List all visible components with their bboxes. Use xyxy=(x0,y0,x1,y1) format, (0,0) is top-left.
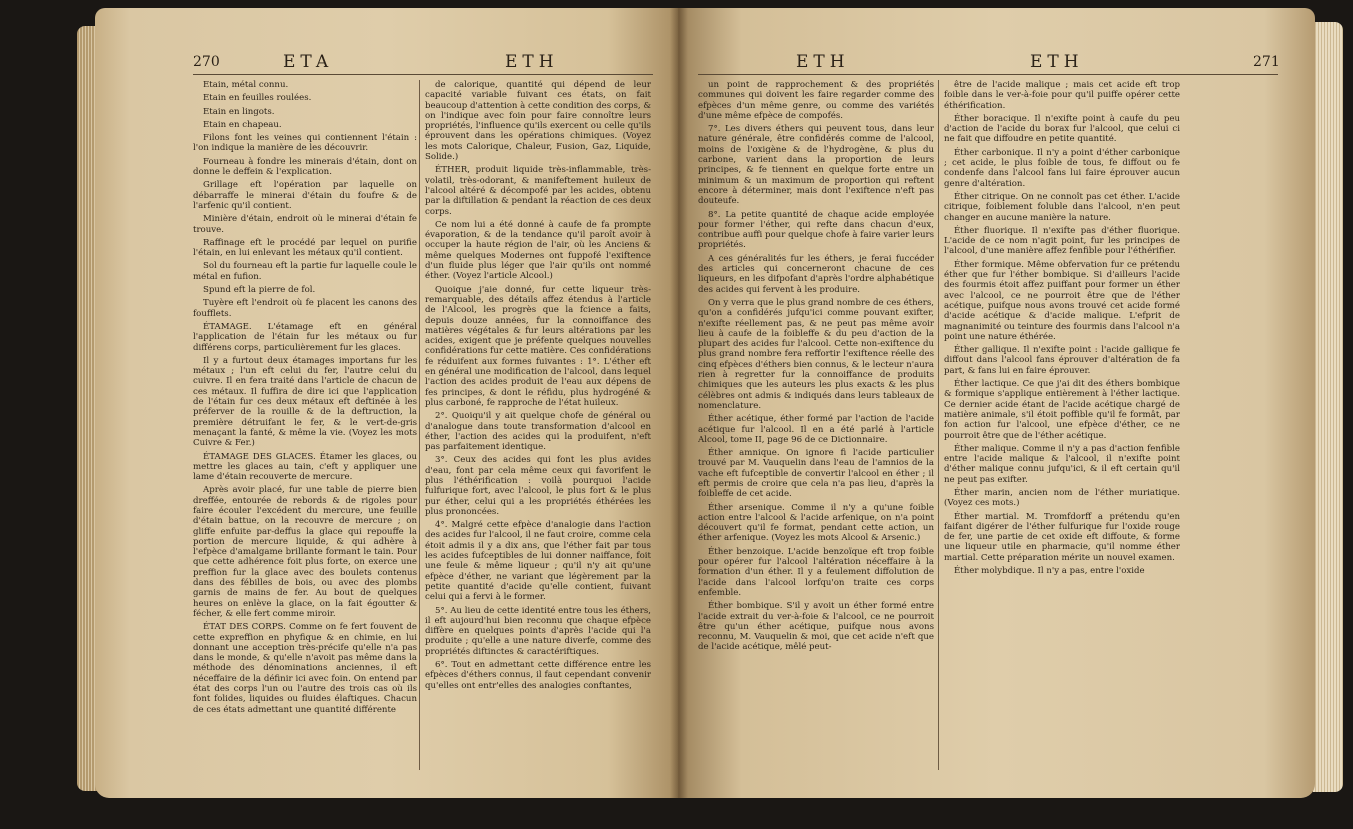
paragraph: Éther gallique. Il n'exifte point : l'acide gallique fe diffout dans l'alcool fans éprouver d'altération de fa part, & fans lui en faire éprouver. xyxy=(944,345,1180,376)
left-page xyxy=(95,8,678,798)
paragraph: Éther lactique. Ce que j'ai dit des éthers bombique & formique s'applique entièrement à l'éther lactique. Ce dernier acide étant de l'acide acétique chargé de matière animale, s'il étoit poffible qu'il fe formât, par fon action fur l'alcool, une efpèce d'éther, ce ne pourroit être que de l'éther acétique. xyxy=(944,379,1180,441)
paragraph: Sol du fourneau eft la partie fur laquelle coule le métal en fufion. xyxy=(193,261,417,282)
left-column-1 xyxy=(193,80,417,780)
paragraph: A ces généralités fur les éthers, je ferai fuccéder des articles qui concerneront chacune de ces liqueurs, en les difpofant d'après l'ordre alphabétique des acides qui fervent à les produire. xyxy=(698,253,934,295)
left-column-2 xyxy=(425,80,651,780)
paragraph: Etain en feuilles roulées. xyxy=(203,93,312,104)
paragraph: Ce nom lui a été donné à caufe de fa prompte évaporation, & de la tendance qu'il paroît avoir à occuper la haute région de l'air, où les Anciens & même quelques Modernes ont fuppofé l'exiftence d'un fluide plus léger que l'air qu'ils ont nommé éther. (Voyez l'article Alcool.) xyxy=(425,219,651,282)
paragraph: 5°. Au lieu de cette identité entre tous les éthers, il eft aujourd'hui bien reconnu que chaque efpèce diffère en quelques points d'après l'acide qui l'a produite ; qu'elle a une nature diverfe, comme des propriétés diftinctes & caractériftiques. xyxy=(425,605,651,657)
paragraph: ÉTAMAGE DES GLACES. Étamer les glaces, ou mettre les glaces au tain, c'eft y appliquer une lame d'étain recouverte de mercure. xyxy=(193,451,417,483)
paragraph: Éther bombique. S'il y avoit un éther formé entre l'acide extrait du ver-à-foie & l'alcool, ce ne pourroit être qu'un éther acétique, puifque nous avons reconnu, M. Vauquelin & moi, que cet acide n'eft que de l'acide acétique, mêlé peut- xyxy=(698,601,934,653)
paragraph: Éther carbonique. Il n'y a point d'éther carbonique ; cet acide, le plus foible de tous, fe diffout ou fe condenfe dans l'alcool fans lui faire éprouver aucun genre d'altération. xyxy=(944,147,1180,189)
page-edges-left xyxy=(77,26,97,791)
paragraph: 8°. La petite quantité de chaque acide employée pour former l'éther, qui refte dans chacun d'eux, contribue auffi pour quelque chofe à faire varier leurs propriétés. xyxy=(698,209,934,251)
paragraph: 7°. Les divers éthers qui peuvent tous, dans leur nature générale, être confidérés comme de l'alcool, moins de l'oxigène & de l'hydrogène, & plus du carbone, varient dans la proportion de leurs principes, & fe tiennent en quelque forte entre un minimum & un maximum de proportion qui reftent encore à déterminer, mais dont l'exiftence n'eft pas douteufe. xyxy=(698,124,934,207)
right-page xyxy=(678,8,1315,798)
paragraph: Spund eft la pierre de fol. xyxy=(203,285,316,296)
paragraph: Éther formique. Même obfervation fur ce prétendu éther que fur l'éther bombique. Si d'ailleurs l'acide des fourmis étoit affez puiffant pour former un éther avec l'alcool, ce ne pourroit être que de l'éther acétique, puifque nous avons trouvé cet acide formé d'acide acétique & d'acide malique. L'efprit de magnanimité ou teinture des fourmis dans l'alcool n'a point une nature éthérée. xyxy=(944,259,1180,342)
paragraph: Éther amnique. On ignore fi l'acide particulier trouvé par M. Vauquelin dans l'eau de l'amnios de la vache eft fufceptible de convertir l'alcool en éther ; il eft permis de croire que cela n'a pas lieu, d'après la foibleffe de cet acide. xyxy=(698,448,934,500)
paragraph: ÉTAT DES CORPS. Comme on fe fert fouvent de cette expreffion en phyfique & en chimie, en lui donnant une acception très-précife qu'elle n'a pas dans le monde, & qu'elle n'avoit pas même dans la méthode des dénominations anciennes, il eft néceffaire de la définir ici avec foin. On entend par état des corps l'un ou l'autre des trois cas où ils font folides, liquides ou fluides élaftiques. Chacun de ces états admettant une quantité différente xyxy=(193,622,417,715)
right-column-2 xyxy=(944,80,1180,780)
left-header-right: ETH xyxy=(505,52,559,72)
paragraph: Fourneau à fondre les minerais d'étain, dont on donne le deffein & l'explication. xyxy=(193,156,417,178)
paragraph: 4°. Malgré cette efpèce d'analogie dans l'action des acides fur l'alcool, il ne faut croire, comme cela étoit admis il y a dix ans, que l'éther fait par tous les acides fufceptibles de lui donner naiffance, foit une feule & même liqueur ; qu'il n'y ait qu'une efpèce d'éther, ne variant que légèrement par la petite quantité d'acide qu'elle contient, fuivant celui qui a fervi à le former. xyxy=(425,520,651,603)
right-page-number: 271 xyxy=(1253,54,1280,70)
paragraph: Minière d'étain, endroit où le minerai d'étain fe trouve. xyxy=(193,214,417,235)
paragraph: Etain, métal connu. xyxy=(203,80,289,90)
paragraph: 2°. Quoiqu'il y ait quelque chofe de général ou d'analogue dans toute transformation d'alcool en éther, l'action des acides qui la produifent, n'eft pas parfaitement identique. xyxy=(425,411,651,453)
paragraph: Éther boracique. Il n'exifte point à caufe du peu d'action de l'acide du borax fur l'alcool, que celui ci ne fait que diffoudre en petite quantité. xyxy=(944,113,1180,145)
right-header-right: ETH xyxy=(1030,52,1084,72)
left-column-divider xyxy=(419,80,420,770)
paragraph: Filons font les veines qui contiennent l'étain : l'on indique la manière de les découvrir. xyxy=(193,133,417,154)
paragraph: Etain en chapeau. xyxy=(203,119,282,130)
page-edges-right xyxy=(1313,22,1343,792)
paragraph: Il y a furtout deux étamages importans fur les métaux ; l'un eft celui du fer, l'autre celui du cuivre. Il en fera traité dans l'article de chacun de ces métaux. Il fuffira de dire ici que l'application de l'étain fur ces deux métaux eft deftinée à les préferver de la rouille & de la deftruction, la première détruifant le fer, & le vert-de-gris menaçant la fanté, & même la vie. (Voyez les mots Cuivre & Fer.) xyxy=(193,355,417,449)
paragraph: Après avoir placé, fur une table de pierre bien dreffée, entourée de rebords & de rigoles pour faire écouler l'excédent du mercure, une feuille d'étain battue, on la recouvre de mercure ; on gliffe enfuite par-deffus la glace qui repouffe la portion de mercure liquide, & qui adhère à l'efpèce d'amalgame brillante formant le tain. Pour que cette adhérence foit plus forte, on exerce une preffion fur la glace avec des boulets contenus dans des fébilles de bois, ou avec des plombs garnis de mains de fer. Au bout de quelques heures on enlève la glace, on la fait égoutter & fécher, & elle fert comme miroir. xyxy=(193,485,417,619)
paragraph: être de l'acide malique ; mais cet acide eft trop foible dans le ver-à-foie pour qu'il puiffe opérer cette éthérification. xyxy=(944,80,1180,111)
paragraph: Grillage eft l'opération par laquelle on débarraffe le minerai d'étain du foufre & de l'arfenic qu'il contient. xyxy=(193,180,417,211)
paragraph: Éther martial. M. Tromfdorff a prétendu qu'en faifant digérer de l'éther fulfurique fur l'oxide rouge de fer, une partie de cet oxide eft diffoute, & forme une liqueur utile en pharmacie, qu'il nomme éther martial. Cette préparation mérite un nouvel examen. xyxy=(944,511,1180,563)
paragraph: On y verra que le plus grand nombre de ces éthers, qu'on a confidérés jufqu'ici comme pouvant exifter, n'exifte réellement pas, & ne peut pas même avoir lieu à caufe de la foibleffe & du peu d'action de la plupart des acides fur l'alcool. Cette non-exiftence du plus grand nombre fera reffortir l'exiftence réelle des cinq efpèces d'éthers bien connus, & le lecteur n'aura rien à regretter fur la connoiffance de produits chimiques que les auteurs les plus exacts & les plus célèbres ont admis & indiqués dans leurs tableaux de nomenclature. xyxy=(698,297,934,411)
open-book xyxy=(95,8,1315,798)
right-column-1 xyxy=(698,80,934,780)
book-gutter xyxy=(670,8,688,798)
right-header-left: ETH xyxy=(796,52,850,72)
paragraph: Éther fluorique. Il n'exifte pas d'éther fluorique. L'acide de ce nom n'agit point, fur les principes de l'alcool, d'une manière affez fenfible pour l'éthérifier. xyxy=(944,225,1180,257)
paragraph: de calorique, quantité qui dépend de leur capacité variable fuivant ces états, on fait beaucoup d'attention à cette condition des corps, & on l'indique avec foin pour faire connoître leurs propriétés, l'influence qu'ils exercent ou celle qu'ils éprouvent dans les opérations chimiques. (Voyez les mots Calorique, Chaleur, Fusion, Gaz, Liquide, Solide.) xyxy=(425,80,651,163)
paragraph: Quoique j'aie donné, fur cette liqueur très-remarquable, des détails affez étendus à l'article de l'Alcool, les progrès que la fcience a faits, depuis douze années, fur la connoiffance des matières végétales & fur leurs altérations par les acides, exigent que je préfente quelques nouvelles confidérations fur cette matière. Ces confidérations fe réduifent aux formes fuivantes : 1°. L'éther eft en général une modification de l'alcool, dans lequel l'action des acides produit de l'eau aux dépens de fes principes, & dont le réfidu, plus hydrogéné & plus carboné, fe rapproche de l'état huileux. xyxy=(425,284,651,408)
paragraph: ÉTHER, produit liquide très-inflammable, très-volatil, très-odorant, & manifeftement huileux de l'alcool altéré & décompofé par les acides, obtenu par la diftillation & pendant la réaction de ces deux corps. xyxy=(425,165,651,217)
paragraph: ÉTAMAGE. L'étamage eft en général l'application de l'étain fur les métaux ou fur différens corps, particulièrement fur les glaces. xyxy=(193,321,417,353)
paragraph: un point de rapprochement & des propriétés communes qui doivent les faire regarder comme des efpèces d'un même genre, ou comme des variétés d'une même efpèce de compofés. xyxy=(698,80,934,121)
paragraph: Éther citrique. On ne connoît pas cet éther. L'acide citrique, foiblement foluble dans l'alcool, n'en peut changer en aucune manière la nature. xyxy=(944,191,1180,223)
paragraph: Etain en lingots. xyxy=(203,106,275,117)
left-header-left: ETA xyxy=(283,52,334,72)
right-header-rule xyxy=(698,74,1278,75)
paragraph: Éther marin, ancien nom de l'éther muriatique. (Voyez ces mots.) xyxy=(944,487,1180,509)
paragraph: Éther acétique, éther formé par l'action de l'acide acétique fur l'alcool. Il en a été parlé à l'article Alcool, tome II, page 96 de ce Dictionnaire. xyxy=(698,414,934,445)
paragraph: Éther benzoique. L'acide benzoïque eft trop foible pour opérer fur l'alcool l'altération néceffaire à la formation d'un éther. Il y a feulement diffolution de l'acide dans l'alcool lorfqu'on traite ces corps enfemble. xyxy=(698,546,934,598)
paragraph: Tuyère eft l'endroit où fe placent les canons des foufflets. xyxy=(193,298,417,319)
right-column-divider xyxy=(938,80,939,770)
paragraph: 6°. Tout en admettant cette différence entre les efpèces d'éthers connus, il faut cependant convenir qu'elles ont entr'elles des analogies conftantes, xyxy=(425,660,651,691)
paragraph: Éther malique. Comme il n'y a pas d'action fenfible entre l'acide malique & l'alcool, il n'exifte point d'éther malique connu jufqu'ici, & il eft certain qu'il ne peut pas exifter. xyxy=(944,443,1180,485)
paragraph: 3°. Ceux des acides qui font les plus avides d'eau, font par cela même ceux qui favorifent le plus l'éthérification : voilà pourquoi l'acide fulfurique fort, avec l'alcool, le plus fort & le plus pur éther, celui qui a les propriétés éthérées les plus prononcées. xyxy=(425,455,651,517)
left-header-rule xyxy=(193,74,653,75)
paragraph: Raffinage eft le procédé par lequel on purifie l'étain, en lui enlevant les métaux qu'il contient. xyxy=(193,237,417,259)
paragraph: Éther arsenique. Comme il n'y a qu'une foible action entre l'alcool & l'acide arfenique, on n'a point découvert qu'il fe format, pendant cette action, un éther arfenique. (Voyez les mots Alcool & Arsenic.) xyxy=(698,502,934,544)
left-page-number: 270 xyxy=(193,54,220,70)
paragraph: Éther molybdique. Il n'y a pas, entre l'oxide xyxy=(954,566,1145,577)
